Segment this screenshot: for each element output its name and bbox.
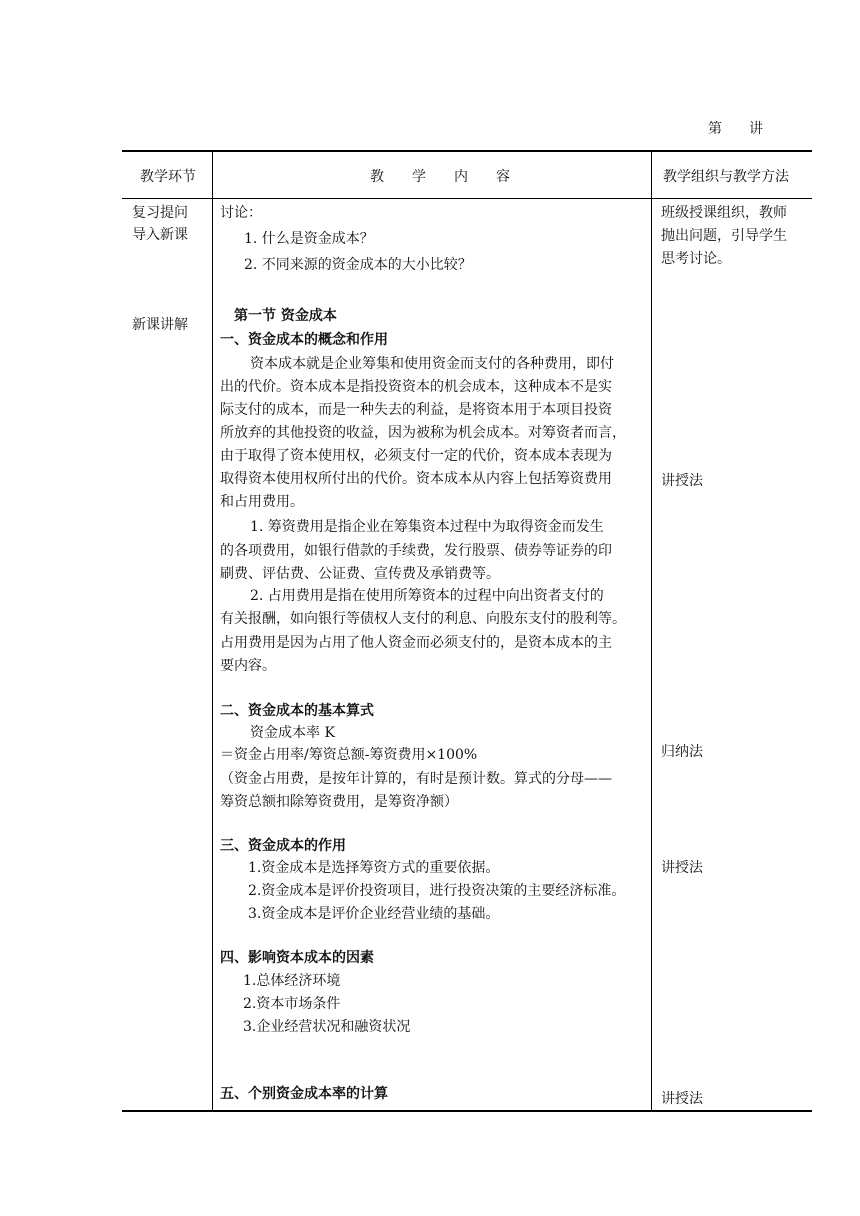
heading-individual-cost: 五、个别资金成本率的计算 bbox=[220, 1086, 388, 1102]
list-item: 1.总体经济环境 bbox=[243, 973, 341, 989]
paragraph-line: 占用费用是因为占用了他人资金而必须支付的，是资本成本的主 bbox=[220, 635, 612, 651]
discussion-question-2: 2. 不同来源的资金成本的大小比较？ bbox=[244, 257, 472, 273]
table-bottom-border bbox=[122, 1110, 812, 1112]
header-content-char-2: 学 bbox=[412, 169, 426, 185]
table-top-border bbox=[122, 150, 812, 152]
organization-note: 抛出问题，引导学生 bbox=[661, 228, 787, 244]
lecture-suffix: 讲 bbox=[749, 121, 764, 137]
list-item: 2.资本市场条件 bbox=[243, 996, 341, 1012]
paragraph-line: 取得资本使用权所付出的代价。资本成本从内容上包括筹资费用 bbox=[220, 471, 612, 487]
paragraph-line: 刷费、评估费、公证费、宣传费及承销费等。 bbox=[220, 566, 500, 582]
lecture-number-label bbox=[708, 118, 764, 138]
heading-formula: 二、资金成本的基本算式 bbox=[220, 703, 374, 719]
column-divider-1 bbox=[212, 150, 213, 1111]
header-teaching-stage: 教学环节 bbox=[140, 169, 196, 185]
paragraph-line: 由于取得了资本使用权，必须支付一定的代价，资本成本表现为 bbox=[220, 448, 612, 464]
list-item: 2.资金成本是评价投资项目，进行投资决策的主要经济标准。 bbox=[248, 883, 626, 899]
stage-intro: 导入新课 bbox=[132, 227, 188, 243]
section-title: 第一节 资金成本 bbox=[234, 308, 337, 324]
organization-note: 班级授课组织，教师 bbox=[661, 205, 787, 221]
header-teaching-content bbox=[370, 166, 538, 186]
list-item: 3.企业经营状况和融资状况 bbox=[243, 1019, 411, 1035]
formula-line: ＝资金占用率/筹资总额-筹资费用×100% bbox=[220, 747, 478, 763]
stage-review: 复习提问 bbox=[132, 205, 188, 221]
paragraph-line: 有关报酬，如向银行等债权人支付的利息、向股东支付的股利等。 bbox=[220, 611, 626, 627]
table-header-border bbox=[122, 198, 812, 199]
formula-note: 筹资总额扣除筹资费用，是筹资净额） bbox=[220, 794, 458, 810]
organization-note: 思考讨论。 bbox=[661, 251, 731, 267]
column-divider-2 bbox=[651, 150, 652, 1111]
formula-note: （资金占用费，是按年计算的，有时是预计数。算式的分母—— bbox=[220, 771, 612, 787]
list-item: 1.资金成本是选择筹资方式的重要依据。 bbox=[248, 860, 500, 876]
paragraph-line: 要内容。 bbox=[220, 658, 276, 674]
paragraph-line: 1. 筹资费用是指企业在筹集资本过程中为取得资金而发生 bbox=[250, 519, 604, 535]
formula-line: 资金成本率 K bbox=[250, 725, 335, 741]
header-content-char-1: 教 bbox=[370, 169, 384, 185]
stage-new-lesson: 新课讲解 bbox=[132, 317, 188, 333]
method-induction: 归纳法 bbox=[661, 744, 703, 760]
heading-role: 三、资金成本的作用 bbox=[220, 838, 346, 854]
list-item: 3.资金成本是评价企业经营业绩的基础。 bbox=[248, 906, 500, 922]
paragraph-line: 所放弃的其他投资的收益，因为被称为机会成本。对筹资者而言， bbox=[220, 425, 626, 441]
header-content-char-3: 内 bbox=[454, 169, 468, 185]
heading-factors: 四、影响资本成本的因素 bbox=[220, 950, 374, 966]
header-content-char-4: 容 bbox=[496, 169, 510, 185]
lecture-prefix: 第 bbox=[708, 121, 723, 137]
heading-concept: 一、资金成本的概念和作用 bbox=[220, 332, 388, 348]
discussion-label: 讨论： bbox=[220, 205, 262, 221]
paragraph-line: 2. 占用费用是指在使用所筹资本的过程中向出资者支付的 bbox=[250, 588, 604, 604]
paragraph-line: 出的代价。资本成本是指投资资本的机会成本，这种成本不是实 bbox=[220, 379, 612, 395]
paragraph-line: 资本成本就是企业筹集和使用资金而支付的各种费用，即付 bbox=[250, 356, 614, 372]
discussion-question-1: 1. 什么是资金成本？ bbox=[244, 231, 374, 247]
header-teaching-method: 教学组织与教学方法 bbox=[663, 169, 789, 185]
paragraph-line: 和占用费用。 bbox=[220, 494, 304, 510]
method-lecture: 讲授法 bbox=[661, 473, 703, 489]
method-lecture: 讲授法 bbox=[661, 860, 703, 876]
method-lecture: 讲授法 bbox=[661, 1091, 703, 1107]
paragraph-line: 际支付的成本，而是一种失去的利益，是将资本用于本项目投资 bbox=[220, 402, 612, 418]
paragraph-line: 的各项费用，如银行借款的手续费，发行股票、债券等证券的印 bbox=[220, 543, 612, 559]
